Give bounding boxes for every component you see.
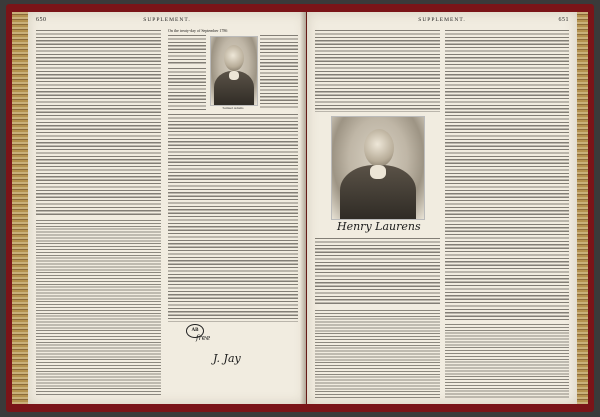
right-page-number: 651 [558,17,569,23]
left-running-title: SUPPLEMENT. [143,17,191,23]
left-running-head [36,17,298,27]
open-book [6,4,594,412]
portrait-engraving-right [331,116,425,220]
left-page-column-2-body [168,114,298,322]
library-stamp: AB [186,324,204,338]
left-page-column-2-wrap [168,68,206,112]
signature-laurens: Henry Laurens [337,220,421,233]
right-page-column-1-top [315,30,440,112]
right-page-column-1-body [315,238,440,306]
left-column-2-heading: On the treaty-day of September 1786 [168,28,228,33]
portrait-caption-left: Samuel Adams [222,106,244,110]
right-page-column-2-footnotes [445,324,569,398]
right-page [307,12,577,404]
left-page-column-2-beside [260,35,298,110]
signature-jay: J. Jay [213,352,241,365]
left-page-number: 650 [36,17,47,23]
right-page-column-1-footnotes [315,310,440,398]
right-running-title: SUPPLEMENT. [418,17,466,23]
right-running-head [315,17,569,27]
left-page-column-2-top [168,35,206,65]
handwritten-free-note: free [196,334,211,342]
left-page-column-1-upper [36,30,161,216]
left-page-column-1-footnotes [36,220,161,396]
portrait-engraving-left [210,36,258,106]
right-page-column-2-body [445,30,569,320]
left-page [28,12,306,404]
